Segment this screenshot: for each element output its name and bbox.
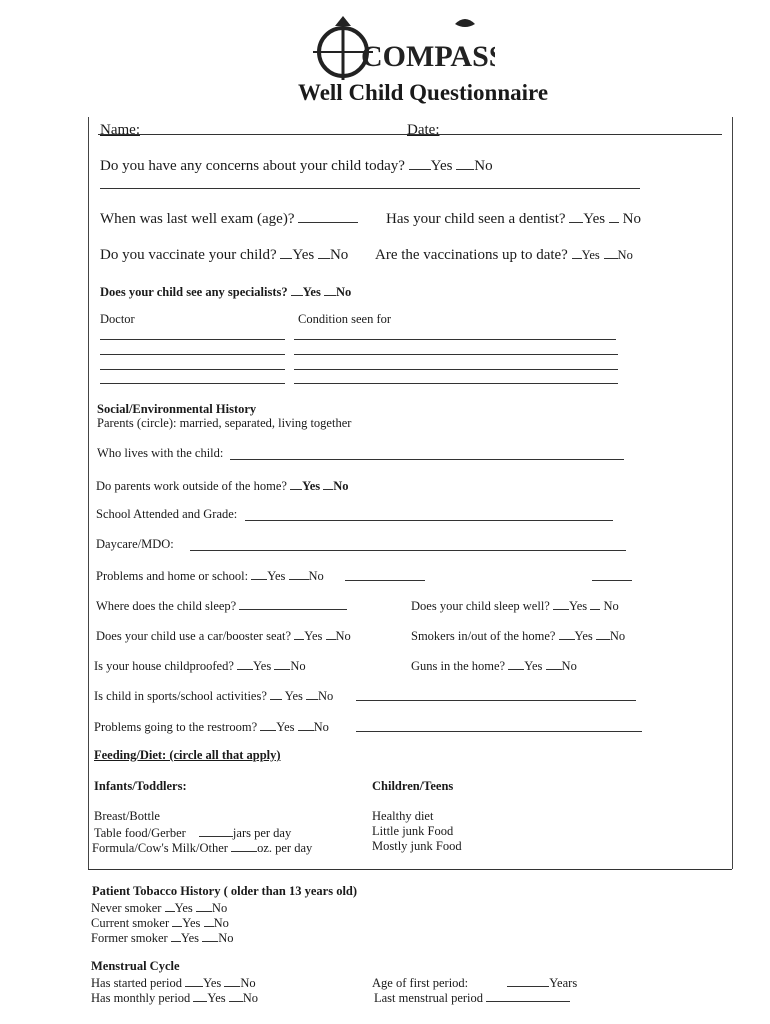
name-label: Name:	[100, 122, 140, 138]
doctor-line[interactable]	[100, 369, 285, 370]
frame-right-border	[732, 117, 733, 869]
parents-marital-status: Parents (circle): married, separated, living together	[97, 416, 352, 430]
last-period: Last menstrual period	[374, 989, 570, 1006]
current-smoker-question: Current smoker Yes No	[91, 916, 229, 930]
former-smoker-question: Former smoker Yes No	[91, 931, 234, 945]
sleep-well-question: Does your child sleep well? Yes No	[411, 599, 619, 613]
doctor-line[interactable]	[100, 339, 285, 340]
restroom-line[interactable]	[356, 731, 642, 732]
childproofed-question: Is your house childproofed? Yes No	[94, 659, 306, 673]
concerns-question: Do you have any concerns about your child today? Yes No	[100, 158, 493, 174]
monthly-period-question: Has monthly period Yes No	[91, 991, 259, 1005]
condition-line[interactable]	[294, 354, 618, 355]
daycare-line[interactable]	[190, 550, 626, 551]
doctor-line[interactable]	[100, 354, 285, 355]
child-option-healthy[interactable]: Healthy diet	[372, 809, 434, 823]
guns-question: Guns in the home? Yes No	[411, 659, 577, 673]
children-heading: Children/Teens	[372, 779, 454, 793]
child-option-little-junk[interactable]: Little junk Food	[372, 824, 454, 838]
condition-line[interactable]	[294, 383, 618, 384]
vacc-up-to-date-question: Are the vaccinations up to date? Yes No	[375, 247, 633, 263]
parents-work-question: Do parents work outside of the home? Yes No	[96, 479, 349, 493]
problems-home-question: Problems and home or school: Yes No	[96, 569, 324, 583]
infant-option-breast-bottle[interactable]: Breast/Bottle	[94, 809, 160, 823]
condition-line[interactable]	[294, 339, 616, 340]
social-history-heading: Social/Environmental History	[97, 402, 257, 416]
child-option-mostly-junk[interactable]: Mostly junk Food	[372, 839, 462, 853]
infant-option-formula[interactable]: Formula/Cow's Milk/Other oz. per day	[92, 841, 313, 855]
sports-question: Is child in sports/school activities? Yes No	[94, 689, 334, 703]
condition-line[interactable]	[294, 369, 618, 370]
doctor-label: Doctor	[100, 312, 135, 326]
school-label: School Attended and Grade:	[96, 507, 238, 521]
frame-bottom-border	[88, 869, 732, 870]
infant-option-table-food[interactable]: Table food/Gerber jars per day	[94, 826, 292, 840]
age-first-period: Age of first period: Years	[372, 976, 578, 990]
menstrual-heading: Menstrual Cycle	[91, 959, 180, 973]
infants-heading: Infants/Toddlers:	[94, 779, 187, 793]
page-title: Well Child Questionnaire	[297, 80, 549, 105]
feeding-heading: Feeding/Diet: (circle all that apply)	[94, 748, 281, 762]
concerns-answer-line[interactable]	[100, 188, 640, 189]
who-lives-label: Who lives with the child:	[97, 446, 224, 460]
svg-text:COMPASS: COMPASS	[361, 40, 495, 73]
frame-left-border	[88, 117, 89, 869]
restroom-question: Problems going to the restroom? Yes No	[94, 720, 329, 734]
sports-line[interactable]	[356, 700, 636, 701]
started-period-question: Has started period Yes No	[91, 976, 256, 990]
vaccinate-question: Do you vaccinate your child? Yes No	[100, 247, 349, 263]
condition-label: Condition seen for	[298, 312, 392, 326]
dentist-question: Has your child seen a dentist? Yes No	[386, 211, 641, 227]
specialists-question: Does your child see any specialists? Yes No	[100, 285, 352, 299]
problems-home-line[interactable]	[345, 580, 425, 581]
doctor-line[interactable]	[100, 383, 285, 384]
who-lives-line[interactable]	[230, 459, 624, 460]
compass-logo	[305, 14, 495, 84]
last-exam-question: When was last well exam (age)?	[100, 210, 358, 228]
problems-home-line[interactable]	[592, 580, 632, 581]
car-seat-question: Does your child use a car/booster seat? Yes No	[96, 629, 351, 643]
tobacco-heading: Patient Tobacco History ( older than 13 years old)	[92, 884, 358, 898]
date-label: Date:	[407, 122, 440, 138]
school-line[interactable]	[245, 520, 613, 521]
where-sleep-question: Where does the child sleep?	[96, 597, 347, 614]
never-smoker-question: Never smoker Yes No	[91, 901, 228, 915]
smokers-question: Smokers in/out of the home? Yes No	[411, 629, 626, 643]
daycare-label: Daycare/MDO:	[96, 537, 174, 551]
